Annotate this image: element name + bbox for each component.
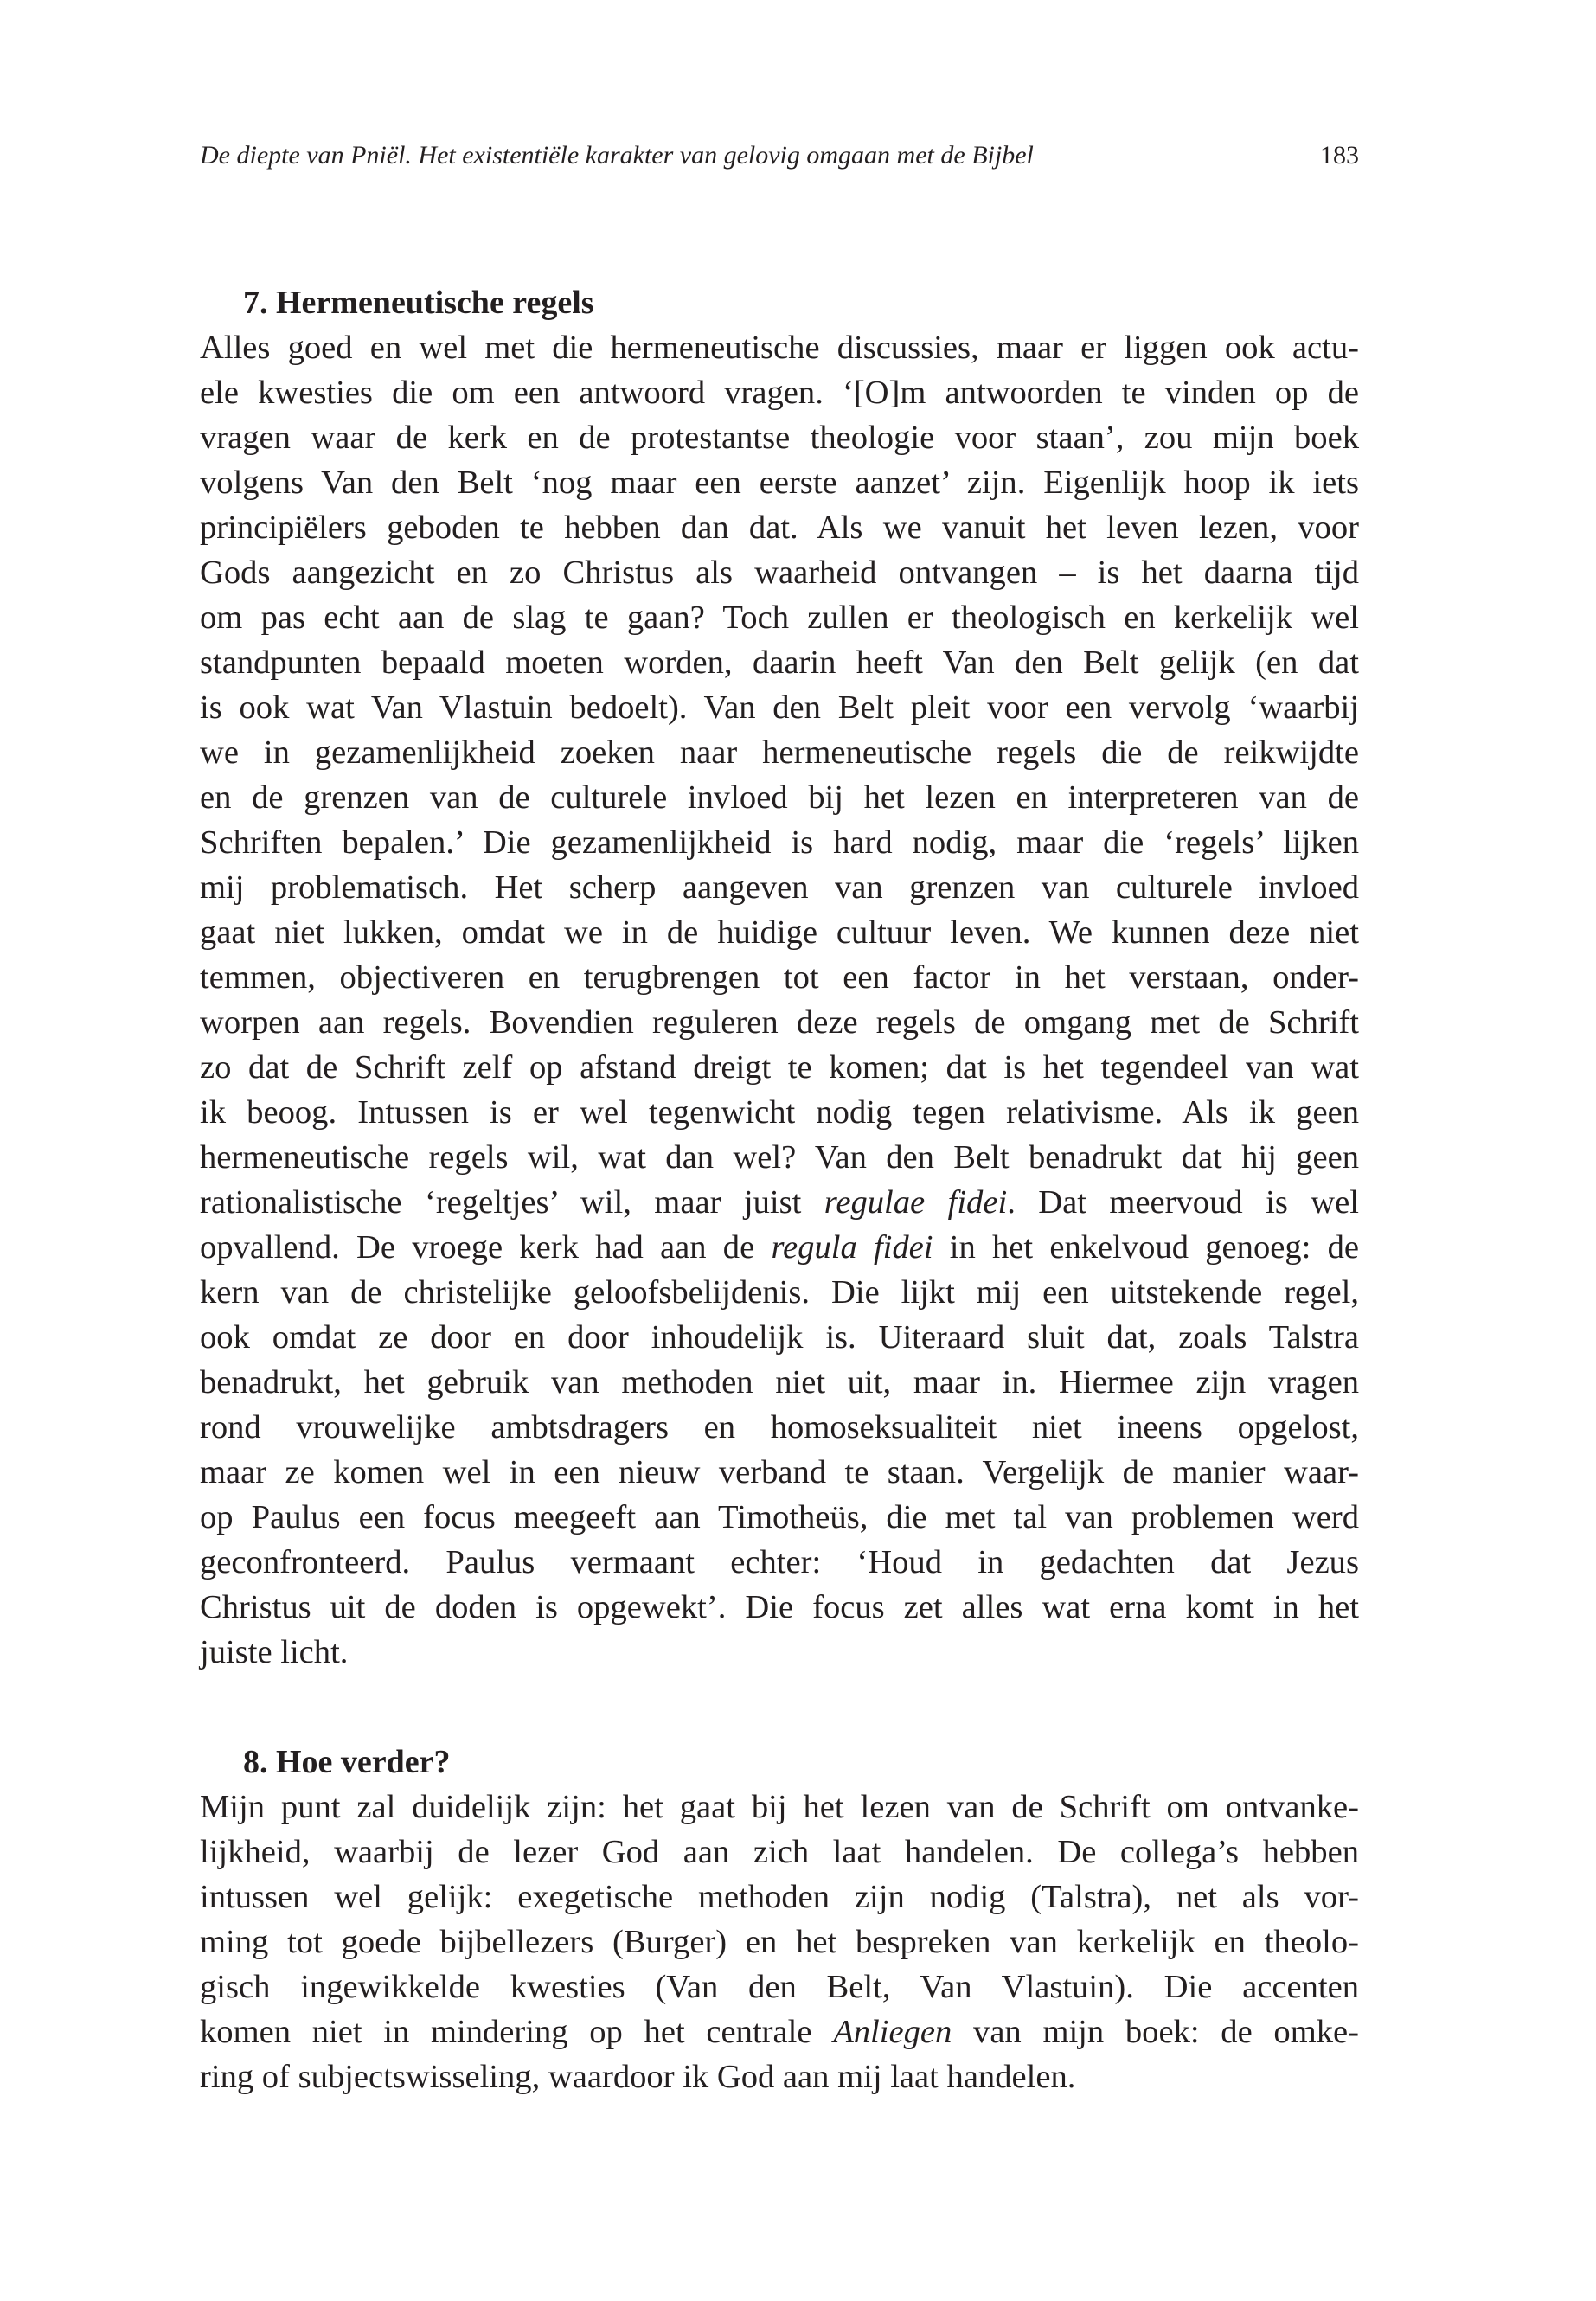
section-heading: 8. Hoe verder? [243,1744,451,1780]
text-line: Gods aangezicht en zo Christus als waarheid ontvangen – is het daarna tijd [200,554,1359,591]
text-line: ik beoog. Intussen is er wel tegenwicht nodig tegen relativisme. Als ik geen [200,1094,1359,1131]
text-line: ook omdat ze door en door inhoudelijk is. Uiteraard sluit dat, zoals Talstra [200,1319,1359,1356]
text-line: rationalistische ‘regeltjes’ wil, maar juist regulae fidei. Dat meervoud is wel [200,1184,1359,1221]
text-line: is ook wat Van Vlastuin bedoelt). Van den Belt pleit voor een vervolg ‘waarbij [200,689,1359,726]
page-number: 183 [1320,141,1359,170]
text-line: rond vrouwelijke ambtsdragers en homoseksualiteit niet ineens opgelost, [200,1409,1359,1445]
section-hermeneutische-regels [200,280,1359,1675]
running-head: De diepte van Pniël. Het existentiële karakter van gelovig omgaan met de Bijbel [200,141,1034,170]
text-line: volgens Van den Belt ‘nog maar een eerste aanzet’ zijn. Eigenlijk hoop ik iets [200,465,1359,501]
text-line: vragen waar de kerk en de protestantse theologie voor staan’, zou mijn boek [200,420,1359,456]
text-line: ele kwesties die om een antwoord vragen. ‘[O]m antwoorden te vinden op de [200,375,1359,411]
text-line: komen niet in mindering op het centrale Anliegen van mijn boek: de omke- [200,2014,1359,2050]
text-line: opvallend. De vroege kerk had aan de regula fidei in het enkelvoud genoeg: de [200,1229,1359,1266]
section-body [200,325,1359,1675]
text-line: kern van de christelijke geloofsbelijdenis. Die lijkt mij een uitstekende regel, [200,1274,1359,1311]
text-line: temmen, objectiveren en terugbrengen tot een factor in het verstaan, onder- [200,959,1359,996]
section-hoe-verder [200,1740,1359,2099]
text-line: mij problematisch. Het scherp aangeven van grenzen van culturele invloed [200,869,1359,906]
text-line: op Paulus een focus meegeeft aan Timotheüs, die met tal van problemen werd [200,1499,1359,1535]
text-line: Mijn punt zal duidelijk zijn: het gaat bij het lezen van de Schrift om ontvanke- [200,1789,1359,1825]
text-line: gisch ingewikkelde kwesties (Van den Belt, Van Vlastuin). Die accenten [200,1969,1359,2005]
text-line: zo dat de Schrift zelf op afstand dreigt te komen; dat is het tegendeel van wat [200,1049,1359,1086]
text-line: Christus uit de doden is opgewekt’. Die focus zet alles wat erna komt in het [200,1589,1359,1625]
text-line: we in gezamenlijkheid zoeken naar hermeneutische regels die de reikwijdte [200,734,1359,771]
section-body [200,1785,1359,2099]
text-line: standpunten bepaald moeten worden, daarin heeft Van den Belt gelijk (en dat [200,644,1359,681]
text-line: Alles goed en wel met die hermeneutische discussies, maar er liggen ook actu- [200,330,1359,366]
text-line: lijkheid, waarbij de lezer God aan zich laat handelen. De collega’s hebben [200,1834,1359,1870]
text-line: en de grenzen van de culturele invloed bij het lezen en interpreteren van de [200,779,1359,816]
text-line: principiëlers geboden te hebben dan dat. Als we vanuit het leven lezen, voor [200,510,1359,546]
text-line: intussen wel gelijk: exegetische methoden zijn nodig (Talstra), net als vor- [200,1879,1359,1915]
text-line: Schriften bepalen.’ Die gezamenlijkheid is hard nodig, maar die ‘regels’ lijken [200,824,1359,861]
section-heading: 7. Hermeneutische regels [243,285,594,321]
text-line: juiste licht. [200,1634,349,1670]
text-line: gaat niet lukken, omdat we in de huidige cultuur leven. We kunnen deze niet [200,914,1359,951]
text-line: benadrukt, het gebruik van methoden niet uit, maar in. Hiermee zijn vragen [200,1364,1359,1400]
text-line: hermeneutische regels wil, wat dan wel? Van den Belt benadrukt dat hij geen [200,1139,1359,1176]
text-line: ring of subjectswisseling, waardoor ik God aan mij laat handelen. [200,2059,1076,2095]
text-line: ming tot goede bijbellezers (Burger) en het bespreken van kerkelijk en theolo- [200,1924,1359,1960]
text-line: geconfronteerd. Paulus vermaant echter: ‘Houd in gedachten dat Jezus [200,1544,1359,1580]
text-line: worpen aan regels. Bovendien reguleren deze regels de omgang met de Schrift [200,1004,1359,1041]
text-line: maar ze komen wel in een nieuw verband te staan. Vergelijk de manier waar- [200,1454,1359,1490]
text-line: om pas echt aan de slag te gaan? Toch zullen er theologisch en kerkelijk wel [200,599,1359,636]
